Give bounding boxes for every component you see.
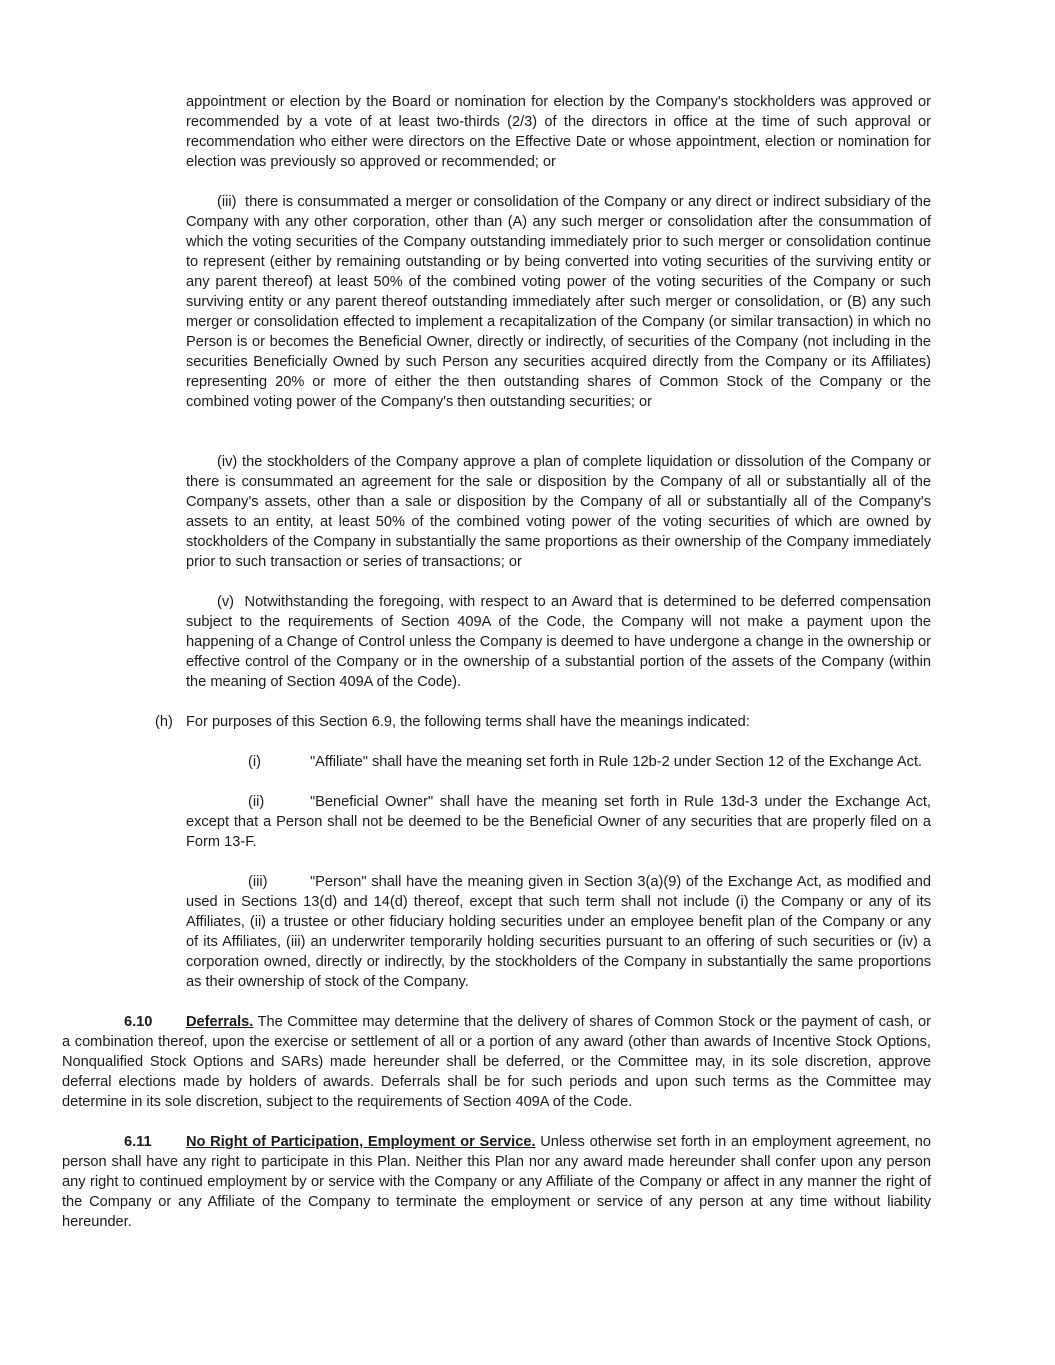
definition-iii-text: "Person" shall have the meaning given in Section 3(a)(9) of the Exchange Act, as modified and used in Sections 13(d) and 14(d) thereof, except that such term shall not include (i) the Company or any of its Affiliates, (ii) a trustee or other fiduciary holding securities under an employee benefit plan of the Company or any of its Affiliates, (iii) an underwriter temporarily holding securities pursuant to an offering of such securities or (iv) a corporation owned, directly or indirectly, by the stockholders of the Company in substantially the same proportions as their ownership of stock of the Company. — [186, 874, 931, 990]
section-6-11 — [62, 1132, 931, 1232]
continuation-paragraph: appointment or election by the Board or nomination for election by the Company's stockholders was approved or recommended by a vote of at least two-thirds (2/3) of the directors in office at the time of such approval or recommendation who either were directors on the Effective Date or whose appointment, election or nomination for election was previously so approved or recommended; or — [186, 94, 931, 170]
definition-i-text: "Affiliate" shall have the meaning set forth in Rule 12b-2 under Section 12 of the Exchange Act. — [310, 754, 923, 770]
definition-i-label: (i) — [248, 754, 261, 770]
clause-iv-paragraph — [186, 452, 931, 572]
section-6-11-text: Unless otherwise set forth in an employment agreement, no person shall have any right to participate in this Plan. Neither this Plan nor any award made hereunder shall confer upon any person any right to continued employment by or service with the Company or any Affiliate of the Company or affect in any manner the right of the Company or any Affiliate of the Company to terminate the employment or service of any person at any time without liability hereunder. — [62, 1134, 931, 1230]
definition-affiliate — [186, 752, 931, 772]
definition-beneficial-owner — [186, 792, 931, 852]
clause-h-label: (h) — [155, 714, 173, 730]
clause-v-paragraph — [186, 592, 931, 692]
clause-v-text: Notwithstanding the foregoing, with respect to an Award that is determined to be deferred compensation subject to the requirements of Section 409A of the Code, the Company will not make a payment upon the happening of a Change of Control unless the Company is deemed to have undergone a change in the ownership or effective control of the Company or in the ownership of a substantial portion of the assets of the Company (within the meaning of Section 409A of the Code). — [186, 594, 932, 690]
section-6-10-heading: Deferrals. — [186, 1014, 254, 1030]
clause-iii-text: there is consummated a merger or consolidation of the Company or any direct or indirect subsidiary of the Company with any other corporation, other than (A) any such merger or consolidation after the consummation of which the voting securities of the Company outstanding immediately prior to such merger or consolidation continue to represent (either by remaining outstanding or by being converted into voting securities of the surviving entity or any parent thereof) at least 50% of the combined voting power of the voting securities of the Company or such surviving entity or any parent thereof outstanding immediately after such merger or consolidation, or (B) any such merger or consolidation effected to implement a recapitalization of the Company (or similar transaction) in which no Person is or becomes the Beneficial Owner, directly or indirectly, of securities of the Company (not including in the securities Beneficially Owned by such Person any securities acquired directly from the Company or its Affiliates) representing 20% or more of either the then outstanding shares of Common Stock of the Company or the combined voting power of the Company's then outstanding securities; or — [186, 194, 932, 410]
clause-iii-paragraph — [186, 192, 931, 412]
clause-iv-label: (iv) — [217, 454, 238, 470]
section-6-10 — [62, 1012, 931, 1112]
definition-person — [186, 872, 931, 992]
definition-iii-label: (iii) — [248, 874, 268, 890]
clause-iii-label: (iii) — [217, 194, 237, 210]
clause-v-label: (v) — [217, 594, 235, 610]
definition-ii-label: (ii) — [248, 794, 265, 810]
section-6-10-number: 6.10 — [124, 1014, 153, 1030]
clause-iv-text: the stockholders of the Company approve a plan of complete liquidation or dissolution of the Company or there is consummated an agreement for the sale or disposition by the Company of all or substantially all of the Company's assets, other than a sale or disposition by the Company of all or substantially all of the Company's assets to an entity, at least 50% of the combined voting power of the voting securities of which are owned by stockholders of the Company in substantially the same proportions as their ownership of the Company immediately prior to such transaction or series of transactions; or — [186, 454, 931, 570]
section-6-11-heading: No Right of Participation, Employment or Service. — [186, 1134, 536, 1150]
definition-ii-text: "Beneficial Owner" shall have the meaning set forth in Rule 13d-3 under the Exchange Act, except that a Person shall not be deemed to be the Beneficial Owner of any securities that are properly filed on a Form 13-F. — [186, 794, 931, 850]
section-6-11-number: 6.11 — [124, 1134, 152, 1150]
section-6-10-text: The Committee may determine that the delivery of shares of Common Stock or the payment of cash, or a combination thereof, upon the exercise or settlement of all or a portion of any award (other than awards of Incentive Stock Options, Nonqualified Stock Options and SARs) made hereunder shall be deferred, or the Committee may, in its sole discretion, approve deferral elections made by holders of awards. Deferrals shall be for such periods and upon such terms as the Committee may determine in its sole discretion, subject to the requirements of Section 409A of the Code. — [62, 1014, 931, 1110]
clause-h-text: For purposes of this Section 6.9, the following terms shall have the meanings indicated: — [186, 714, 750, 730]
